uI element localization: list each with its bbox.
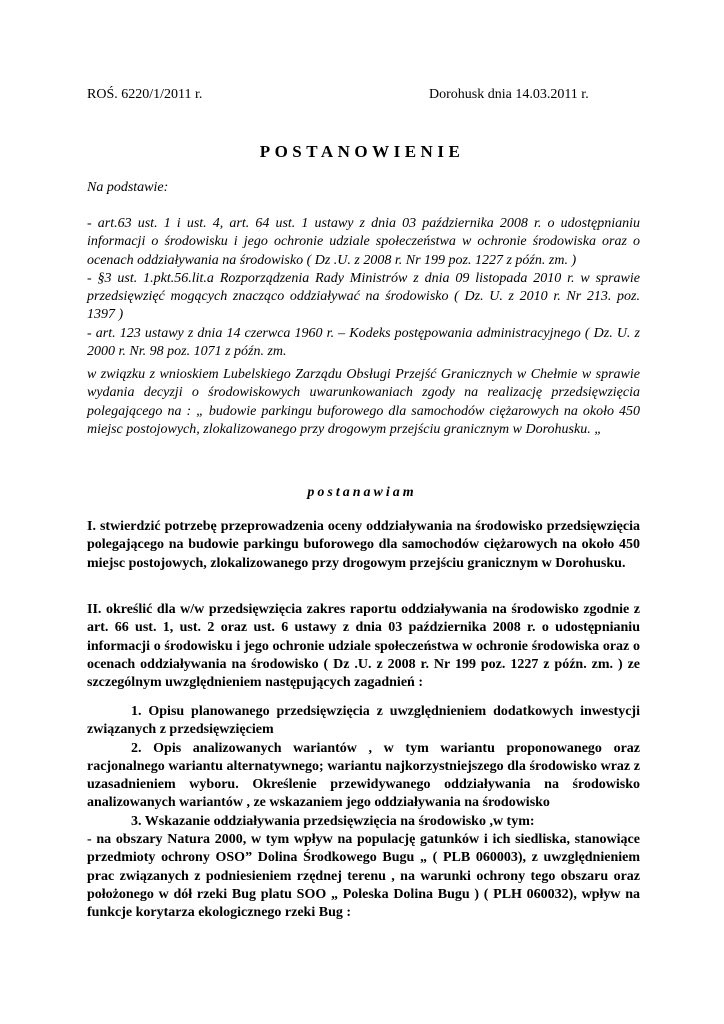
document-title: POSTANOWIENIE (259, 142, 465, 161)
report-scope-item: 1. Opisu planowanego przedsięwzięcia z uwzględnieniem dodatkowych inwestycji związanych z przedsięwzięciem (87, 704, 640, 738)
application-paragraph: w związku z wnioskiem Lubelskiego Zarządu Obsługi Przejść Granicznych w Chełmie w sprawie wydania decyzji o środowiskowych uwarunkowaniach zgody na realizację przedsięwzięcia polegającego na : „ budowie parkingu buforowego dla samochodów ciężarowych na około 450 miejsc postojowych, zlokalizowanego przy drogowym przejściu granicznym w Dorohusku. „ (87, 367, 640, 437)
decision-point-1: I. stwierdzić potrzebę przeprowadzenia oceny oddziaływania na środowisko przedsięwzięcia polegającego na budowie parkingu buforowego dla samochodów ciężarowych na około 450 miejsc postojowych, zlokalizowanego przy drogowym przejściu granicznym w Dorohusku. (87, 519, 640, 571)
legal-basis-heading: Na podstawie: (87, 180, 169, 195)
report-scope-item: 3. Wskazanie oddziaływania przedsięwzięcia na środowisko ,w tym: (131, 813, 535, 829)
place-and-date: Dorohusk dnia 14.03.2011 r. (429, 87, 589, 102)
decision-point-2: II. określić dla w/w przedsięwzięcia zakres raportu oddziaływania na środowisko zgodnie z art. 66 ust. 1, ust. 2 oraz ust. 6 ustawy z dnia 03 października 2008 r. o udostępnianiu informacji o środowisku i jego ochronie udziale społeczeństwa w ochronie środowiska oraz o ocenach oddziaływania na środowisko ( Dz .U. z 2008 r. Nr 199 poz. 1227 z późn. zm. ) ze szczególnym uwzględnieniem następujących zagadnień : (87, 602, 640, 691)
reference-number: ROŚ. 6220/1/2011 r. (87, 87, 203, 102)
legal-basis-item: - art.63 ust. 1 i ust. 4, art. 64 ust. 1 ustawy z dnia 03 października 2008 r. o udostępnianiu informacji o środowisku i jego ochronie udziale społeczeństwa w ochronie środowiska oraz o ocenach oddziaływania na środowisko ( Dz .U. z 2008 r. Nr 199 poz. 1227 z późn. zm. ) (87, 216, 640, 268)
report-scope-list (87, 703, 640, 923)
report-scope-item: 2. Opis analizowanych wariantów , w tym wariantu proponowanego oraz racjonalnego wariantu alternatywnego; wariantu najkorzystniejszego dla środowisko wraz z uzasadnieniem wyboru. Określenie przewidywanego oddziaływania na środowisko analizowanych wariantów , ze wskazaniem jego oddziaływania na środowisko (87, 740, 640, 811)
legal-basis-item: - art. 123 ustawy z dnia 14 czerwca 1960 r. – Kodeks postępowania administracyjnego ( Dz. U. z 2000 r. Nr. 98 poz. 1071 z późn. zm. (87, 325, 640, 360)
legal-basis-item: - §3 ust. 1.pkt.56.lit.a Rozporządzenia Rady Ministrów z dnia 09 listopada 2010 r. w sprawie przedsięwzięć mogących znacząco oddziaływać na środowisko ( Dz. U. z 2010 r. Nr 213. poz. 1397 ) (87, 270, 640, 323)
legal-basis-list (87, 215, 640, 361)
decision-heading: postanawiam (307, 485, 417, 500)
natura-2000-paragraph: - na obszary Natura 2000, w tym wpływ na populację gatunków i ich siedliska, stanowiące przedmioty ochrony OSO” Dolina Środkowego Bugu „ ( PLB 060003), z uwzględnieniem prac związanych z podniesieniem rzędnej terenu , na warunki ochrony tego obszaru oraz położonego w dół rzeki Bug platu SOO „ Poleska Dolina Bugu ) ( PLH 060032), wpływ na funkcje korytarza ekologicznego rzeki Bug : (87, 832, 640, 921)
